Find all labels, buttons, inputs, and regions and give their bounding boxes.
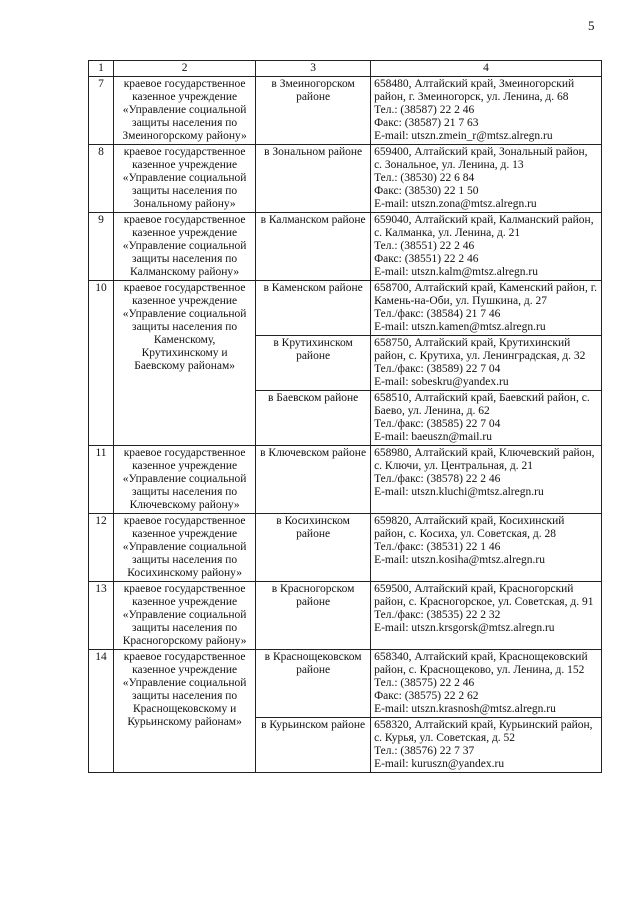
district-cell: в Змеиногорском районе — [256, 77, 371, 145]
address-line: 658980, Алтайский край, Ключевский район, с. Ключи, ул. Центральная, д. 21 — [374, 447, 595, 472]
phone-line: Факс: (38575) 22 2 62 — [374, 690, 479, 702]
phone-line: Тел.: (38575) 22 2 46 — [374, 677, 475, 689]
district-cell: в Баевском районе — [256, 391, 371, 446]
address-line: 658700, Алтайский край, Каменский район, г. Камень-на-Оби, ул. Пушкина, д. 27 — [374, 282, 597, 307]
phone-line: Тел./факс: (38531) 22 1 46 — [374, 541, 501, 553]
email-line: E-mail: utszn.krasnosh@mtsz.alregn.ru — [374, 703, 556, 715]
email-line: E-mail: utszn.zmein_r@mtsz.alregn.ru — [374, 130, 553, 142]
phone-line: Тел.: (38587) 22 2 46 — [374, 104, 475, 116]
phone-line: Тел.: (38551) 22 2 46 — [374, 240, 475, 252]
district-cell: в Зональном районе — [256, 145, 371, 213]
institution-cell: краевое государственное казенное учреждение «Управление социальной защиты населения по Калманскому району» — [114, 213, 256, 281]
institutions-table — [88, 60, 602, 773]
institution-cell: краевое государственное казенное учреждение «Управление социальной защиты населения по Змеиногорскому району» — [114, 77, 256, 145]
email-line: E-mail: utszn.zona@mtsz.alregn.ru — [374, 198, 537, 210]
institution-cell: краевое государственное казенное учреждение «Управление социальной защиты населения по Краснощековскому и Курьинскому районам» — [114, 650, 256, 773]
address-line: 659500, Алтайский край, Красногорский район, с. Красногорское, ул. Советская, д. 91 — [374, 583, 594, 608]
header-cell: 1 — [89, 61, 114, 77]
address-line: 659400, Алтайский край, Зональный район, с. Зональное, ул. Ленина, д. 13 — [374, 146, 588, 171]
contact-cell — [371, 650, 602, 718]
district-cell: в Красногорском районе — [256, 582, 371, 650]
page-number: 5 — [588, 18, 595, 33]
row-number-cell: 10 — [89, 281, 114, 446]
address-line: 659040, Алтайский край, Калманский район, с. Калманка, ул. Ленина, д. 21 — [374, 214, 594, 239]
table-row — [89, 213, 602, 281]
address-line: 658510, Алтайский край, Баевский район, с. Баево, ул. Ленина, д. 62 — [374, 392, 590, 417]
email-line: E-mail: utszn.kalm@mtsz.alregn.ru — [374, 266, 538, 278]
contact-cell — [371, 281, 602, 336]
contact-cell — [371, 336, 602, 391]
email-line: E-mail: utszn.krsgorsk@mtsz.alregn.ru — [374, 622, 555, 634]
header-cell: 3 — [256, 61, 371, 77]
phone-line: Тел./факс: (38585) 22 7 04 — [374, 418, 501, 430]
phone-line: Тел.: (38576) 22 7 37 — [374, 745, 475, 757]
phone-line: Факс: (38551) 22 2 46 — [374, 253, 479, 265]
district-cell: в Косихинском районе — [256, 514, 371, 582]
contact-cell — [371, 582, 602, 650]
contact-cell — [371, 446, 602, 514]
row-number-cell: 7 — [89, 77, 114, 145]
address-line: 659820, Алтайский край, Косихинский район, с. Косиха, ул. Советская, д. 28 — [374, 515, 565, 540]
district-cell: в Калманском районе — [256, 213, 371, 281]
table-body — [89, 77, 602, 773]
contact-cell — [371, 718, 602, 773]
contact-cell — [371, 77, 602, 145]
email-line: E-mail: sobeskru@yandex.ru — [374, 376, 509, 388]
row-number-cell: 9 — [89, 213, 114, 281]
district-cell: в Ключевском районе — [256, 446, 371, 514]
address-line: 658340, Алтайский край, Краснощековский район, с. Краснощеково, ул. Ленина, д. 152 — [374, 651, 588, 676]
institution-cell: краевое государственное казенное учреждение «Управление социальной защиты населения по Красногорскому району» — [114, 582, 256, 650]
contact-cell — [371, 145, 602, 213]
address-line: 658750, Алтайский край, Крутихинский район, с. Крутиха, ул. Ленинградская, д. 32 — [374, 337, 586, 362]
address-line: 658320, Алтайский край, Курьинский район, с. Курья, ул. Советская, д. 52 — [374, 719, 593, 744]
email-line: E-mail: utszn.kamen@mtsz.alregn.ru — [374, 321, 546, 333]
email-line: E-mail: baeuszn@mail.ru — [374, 431, 492, 443]
contact-cell — [371, 514, 602, 582]
email-line: E-mail: kuruszn@yandex.ru — [374, 758, 505, 770]
institution-cell: краевое государственное казенное учреждение «Управление социальной защиты населения по Косихинскому району» — [114, 514, 256, 582]
table-row — [89, 514, 602, 582]
row-number-cell: 11 — [89, 446, 114, 514]
phone-line: Тел./факс: (38578) 22 2 46 — [374, 473, 501, 485]
header-cell: 2 — [114, 61, 256, 77]
institution-cell: краевое государственное казенное учреждение «Управление социальной защиты населения по Зональному району» — [114, 145, 256, 213]
address-line: 658480, Алтайский край, Змеиногорский район, г. Змеиногорск, ул. Ленина, д. 68 — [374, 78, 575, 103]
row-number-cell: 14 — [89, 650, 114, 773]
phone-line: Факс: (38587) 21 7 63 — [374, 117, 479, 129]
table-header-row — [89, 61, 602, 77]
row-number-cell: 8 — [89, 145, 114, 213]
contact-cell — [371, 213, 602, 281]
table-row — [89, 650, 602, 718]
phone-line: Тел.: (38530) 22 6 84 — [374, 172, 475, 184]
contact-cell — [371, 391, 602, 446]
district-cell: в Крутихинском районе — [256, 336, 371, 391]
phone-line: Тел./факс: (38535) 22 2 32 — [374, 609, 501, 621]
table-row — [89, 281, 602, 336]
district-cell: в Курьинском районе — [256, 718, 371, 773]
table-row — [89, 446, 602, 514]
row-number-cell: 13 — [89, 582, 114, 650]
table-row — [89, 145, 602, 213]
district-cell: в Краснощековском районе — [256, 650, 371, 718]
phone-line: Факс: (38530) 22 1 50 — [374, 185, 479, 197]
email-line: E-mail: utszn.kluchi@mtsz.alregn.ru — [374, 486, 544, 498]
header-cell: 4 — [371, 61, 602, 77]
institution-cell: краевое государственное казенное учреждение «Управление социальной защиты населения по Каменскому, Крутихинскому и Баевскому районам» — [114, 281, 256, 446]
phone-line: Тел./факс: (38584) 21 7 46 — [374, 308, 501, 320]
email-line: E-mail: utszn.kosiha@mtsz.alregn.ru — [374, 554, 545, 566]
institution-cell: краевое государственное казенное учреждение «Управление социальной защиты населения по Ключевскому району» — [114, 446, 256, 514]
table-row — [89, 77, 602, 145]
row-number-cell: 12 — [89, 514, 114, 582]
phone-line: Тел./факс: (38589) 22 7 04 — [374, 363, 501, 375]
district-cell: в Каменском районе — [256, 281, 371, 336]
table-row — [89, 582, 602, 650]
